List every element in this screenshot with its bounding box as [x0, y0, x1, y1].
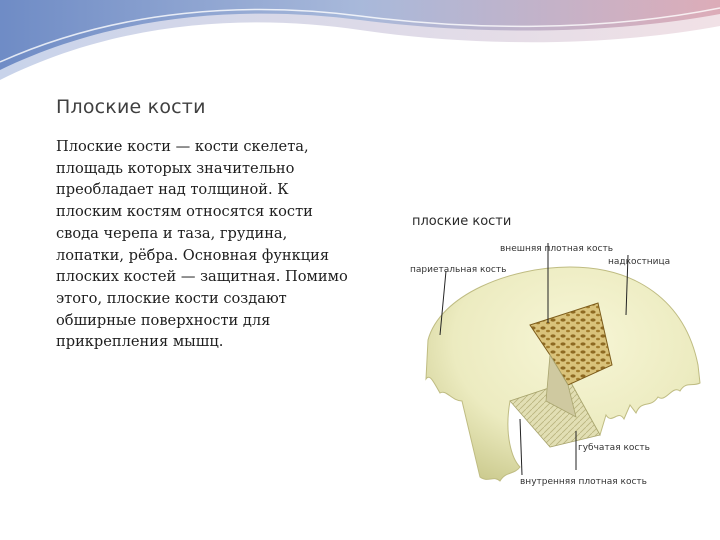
slide-title: Плоские кости [56, 96, 206, 118]
body-line: преобладает над толщиной. К [56, 181, 289, 199]
label-outer-compact: внешняя плотная кость [500, 244, 614, 254]
body-line: обширные поверхности для [56, 311, 271, 329]
body-line: плоских костей — защитная. Помимо [56, 268, 348, 286]
label-spongy: губчатая кость [578, 443, 650, 453]
flat-bone-illustration [400, 205, 718, 525]
figure-title: плоские кости [412, 214, 512, 229]
body-line: площадь которых значительно [56, 159, 295, 177]
body-line: Плоские кости — кости скелета, [56, 138, 309, 155]
label-periosteum: надкостница [608, 257, 671, 267]
body-line: свода черепа и таза, грудина, [56, 224, 288, 242]
label-parietal: париетальная кость [410, 265, 507, 275]
header-wave-decoration [0, 0, 720, 90]
body-line: плоским костям относятся кости [56, 203, 313, 221]
body-line: этого, плоские кости создают [56, 289, 287, 307]
label-inner-compact: внутренняя плотная кость [520, 477, 647, 487]
body-line: лопатки, рёбра. Основная функция [56, 246, 330, 264]
body-line: прикрепления мышц. [56, 333, 224, 351]
body-paragraph [56, 136, 386, 353]
